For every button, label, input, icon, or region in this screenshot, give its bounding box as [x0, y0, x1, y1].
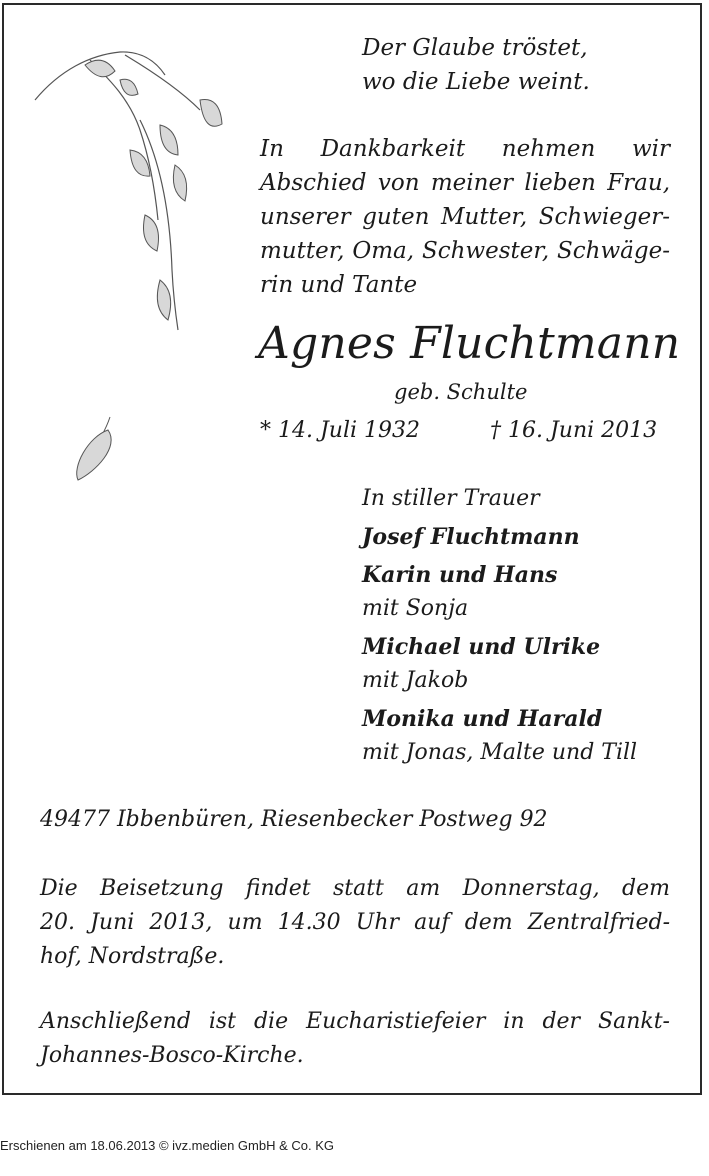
- mourner-name: Michael und Ulrike: [362, 634, 601, 660]
- burial-line: hof, Nordstraße.: [40, 944, 225, 969]
- born-name: geb. Schulte: [394, 380, 528, 404]
- deceased-name: Agnes Fluchtmann: [258, 318, 681, 369]
- publication-footer: Erschienen am 18.06.2013 © ivz.medien GmbH & Co. KG: [0, 1138, 335, 1153]
- thanks-line: In Dankbarkeit nehmen wir: [260, 136, 670, 162]
- thanks-paragraph: [260, 132, 670, 302]
- mourner-name: Josef Fluchtmann: [362, 524, 580, 550]
- thanks-line: rin und Tante: [260, 272, 418, 298]
- thanks-line: unserer guten Mutter, Schwieger-: [260, 204, 670, 230]
- mourner-sub: mit Jakob: [362, 668, 469, 693]
- motto-line: wo die Liebe weint.: [362, 69, 590, 95]
- eucharist-line: Anschließend ist die Eucharistiefeier in der Sankt-: [40, 1009, 670, 1034]
- eucharist-paragraph: [40, 1005, 670, 1073]
- falling-leaf-illustration: [70, 412, 120, 487]
- address: 49477 Ibbenbüren, Riesenbecker Postweg 92: [40, 807, 548, 832]
- mourner-name: Monika und Harald: [362, 706, 603, 732]
- eucharist-line: Johannes-Bosco-Kirche.: [40, 1043, 304, 1068]
- thanks-line: mutter, Oma, Schwester, Schwäge-: [260, 238, 670, 264]
- mourners-list: [362, 482, 637, 770]
- mourner-name: Karin und Hans: [362, 562, 558, 588]
- birth-date: * 14. Juli 1932: [260, 418, 421, 443]
- burial-paragraph: [40, 872, 670, 974]
- mourner-sub: mit Jonas, Malte und Till: [362, 740, 638, 765]
- mourner-sub: mit Sonja: [362, 596, 469, 621]
- mourners-intro: In stiller Trauer: [362, 486, 540, 511]
- burial-line: 20. Juni 2013, um 14.30 Uhr auf dem Zentralfried-: [40, 910, 670, 935]
- motto-line: Der Glaube tröstet,: [362, 35, 588, 61]
- death-date: † 16. Juni 2013: [490, 418, 658, 443]
- burial-line: Die Beisetzung findet statt am Donnerstag, dem: [40, 876, 670, 901]
- motto: [362, 31, 590, 99]
- thanks-line: Abschied von meiner lieben Frau,: [260, 170, 670, 196]
- birch-branch-illustration: [30, 40, 230, 340]
